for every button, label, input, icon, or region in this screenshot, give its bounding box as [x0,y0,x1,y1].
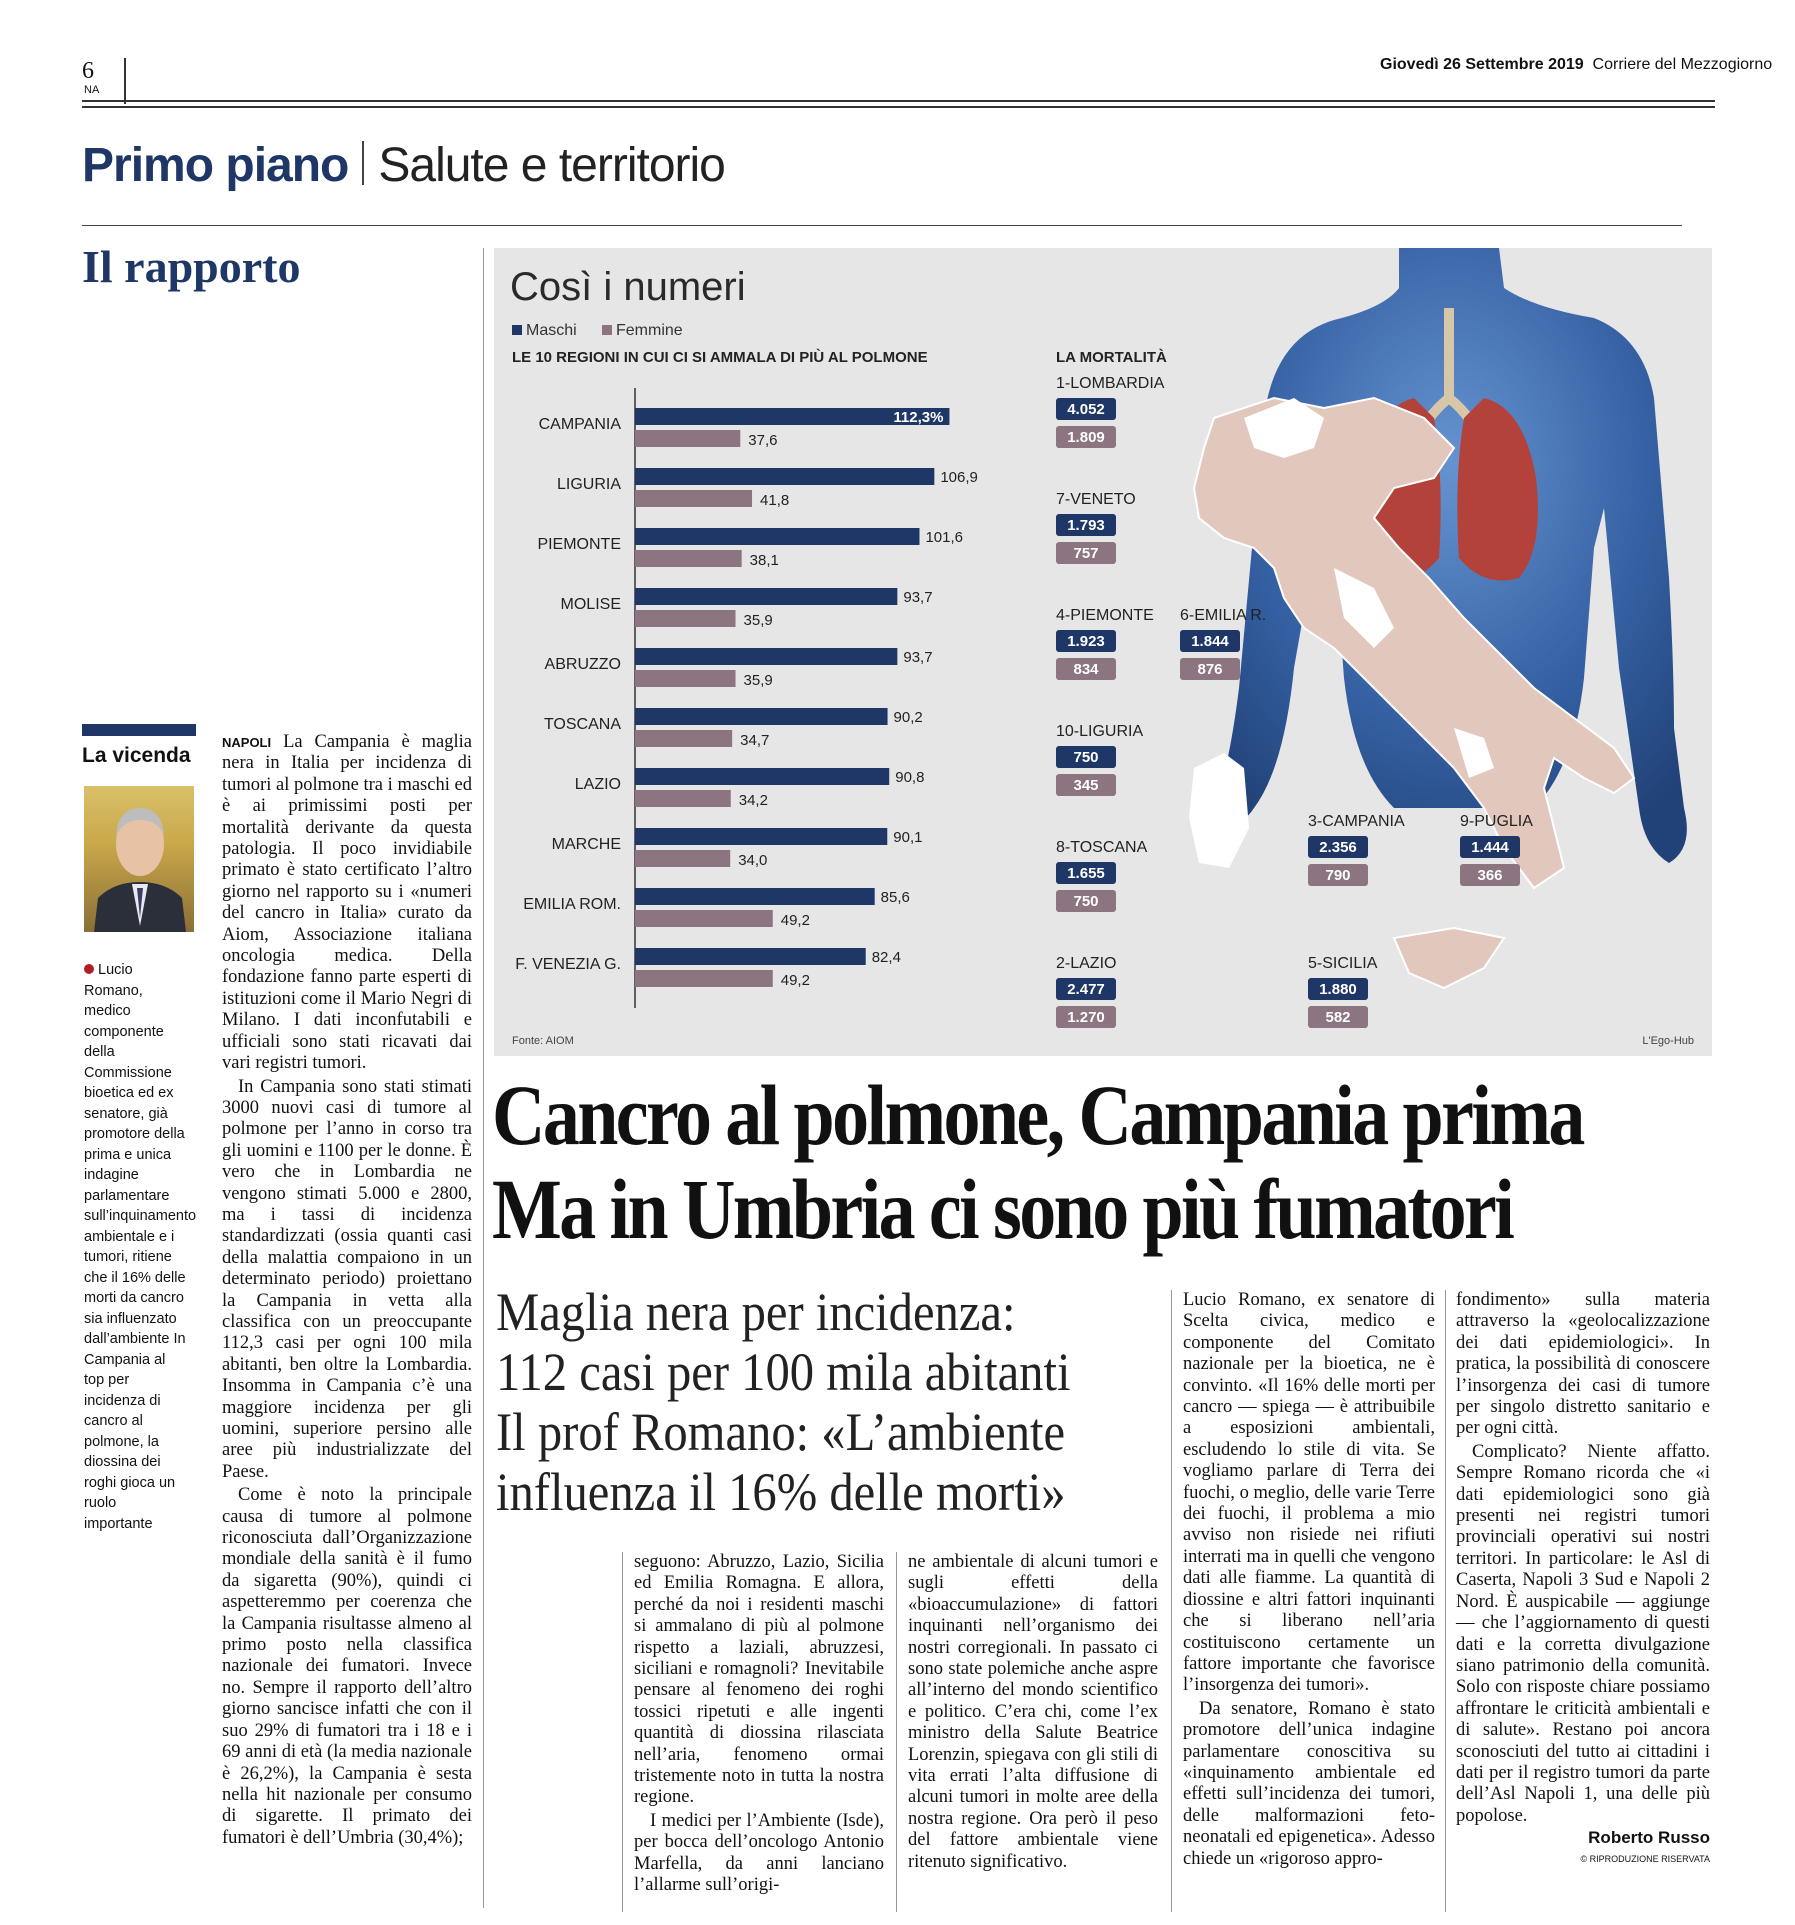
bar-femmine [635,790,731,807]
bar-maschi [635,468,934,485]
subhead-line: Maglia nera per incidenza: [496,1282,1016,1342]
paragraph: La Campania è maglia nera in Italia per incidenza di tumori al polmone tra i maschi ed è ai primissimi posti per mortalità derivante da questa patologia. Il poco invidiabile primato è stato certificato l’altro giorno nel rapporto su i «numeri del cancro in Italia» curato da Aiom, Associazione italiana oncologia medica. Della fondazione fanno parte esperti di istituzioni come il Mario Negri di Milano. I dati inconfutabili e ufficiali sono stati ricavati dai vari registri tumori. [222,732,472,1074]
column-rule-left [483,248,484,1908]
credit-note: L'Ego-Hub [1642,1035,1694,1047]
article-column-5 [1456,1290,1710,1870]
mortality-value-maschi: 1.655 [1067,865,1105,882]
bar-maschi [635,768,889,785]
value-label-femmine: 37,6 [748,432,778,449]
mortality-heading: LA MORTALITÀ [1056,349,1167,366]
subhead-line: influenza il 16% delle morti» [496,1462,1066,1522]
value-label-maschi: 101,6 [925,529,964,546]
sardegna-shape [1189,753,1249,868]
mortality-region-label: 10-LIGURIA [1056,723,1144,740]
mortality-region-label: 5-SICILIA [1308,955,1378,972]
dateline: NAPOLI [222,735,272,750]
value-label-femmine: 35,9 [743,612,773,629]
paragraph: Complicato? Niente affatto. Sempre Romano ricorda che «i dati epidemiologici sono già presenti nei registri tumori provinciali operativi sui nostri territori. In particolare: le Asl di Caserta, Napoli 3 Sud e Napoli 2 Nord. È auspicabile — aggiunge — che l’aggiornamento di questi dati e la corretta divulgazione siano patrimonio della comunità. Solo con risposte chiare possiamo affrontare le criticità ambientali e di salute». Restano poi ancora sconosciuti del tutto ai cittadini i dati per il registro tumori da parte dell’Asl Napoli 1, una delle più popolose. [1456,1441,1710,1826]
article-column-3 [908,1552,1158,1873]
value-label-maschi: 85,6 [880,889,910,906]
subsection-name: Salute e territorio [378,139,725,192]
bar-maschi [635,648,897,665]
category-label: ABRUZZO [544,656,621,673]
infographic-canvas [494,248,1712,1056]
mortality-value-femmine: 834 [1073,661,1099,678]
value-label-maschi: 90,1 [893,829,923,846]
value-label-maschi: 90,2 [893,709,923,726]
section-header [82,138,725,193]
article-column-2 [634,1552,884,1897]
mortality-value-femmine: 1.270 [1067,1009,1105,1026]
paragraph: fondimento» sulla materia attraverso la «geolocalizzazione dei dati epidemiologici». In pratica, la possibilità di conoscere l’insorgenza dei casi di tumore per singolo distretto sanitario e per ogni città. [1456,1290,1710,1439]
paragraph: Lucio Romano, ex senatore di Scelta civica, medico e componente del Comitato nazionale per la bioetica, ne è convinto. «Il 16% delle morti per cancro — spiega — è attribuibile a esposizioni ambientali, escludendo lo stile di vita. Se vogliamo parlare di Terra dei fuochi, o meglio, delle varie Terre dei fuochi, il problema a mio avviso non risiede nei rifiuti interrati ma in quelli che vengono dati alle fiamme. La quantità di diossine e altri fattori inquinanti che si liberano nell’aria costituiscono certamente un fattore importante che favorisce l’insorgenza dei tumori». [1183,1290,1435,1696]
mortality-value-maschi: 2.356 [1319,839,1357,856]
mortality-region-label: 3-CAMPANIA [1308,813,1405,830]
mortality-region-label: 2-LAZIO [1056,955,1117,972]
mortality-value-maschi: 750 [1073,749,1099,766]
column-rule [896,1552,897,1912]
value-label-femmine: 34,2 [738,792,768,809]
issue-date: Giovedì 26 Settembre 2019 [1380,56,1584,73]
value-label-femmine: 38,1 [749,552,779,569]
section-name: Primo piano [82,139,349,192]
bar-maschi [635,948,866,965]
edition-code: NA [84,84,100,96]
sicilia-shape [1394,928,1504,988]
value-label-femmine: 41,8 [760,492,790,509]
section-rule [82,225,1682,226]
bar-femmine [635,970,773,987]
subhead-line: 112 casi per 100 mila abitanti [496,1342,1071,1402]
mortality-value-femmine: 750 [1073,893,1099,910]
bar-maschi [635,708,888,725]
category-label: F. VENEZIA G. [515,956,621,973]
value-label-maschi: 112,3% [893,409,944,426]
category-label: MARCHE [551,836,621,853]
bar-femmine [635,850,730,867]
section-separator [362,141,364,185]
value-label-maschi: 106,9 [940,469,978,486]
bar-chart [515,388,978,1008]
article-column-1 [222,732,472,1849]
bar-maschi [635,588,897,605]
header-double-rule [82,100,1715,108]
mortality-value-maschi: 1.793 [1067,517,1105,534]
value-label-femmine: 34,0 [738,852,768,869]
mortality-value-maschi: 1.880 [1319,981,1357,998]
mortality-value-femmine: 1.809 [1067,429,1105,446]
newspaper-name: Corriere del Mezzogiorno [1592,56,1773,73]
byline: Roberto Russo [1588,1828,1710,1848]
mortality-value-femmine: 366 [1477,867,1503,884]
legend-swatch-maschi [512,325,522,335]
value-label-femmine: 49,2 [780,972,810,989]
mortality-value-maschi: 1.444 [1471,839,1509,856]
bullet-dot-icon [84,964,94,974]
value-label-femmine: 49,2 [780,912,810,929]
infographic-title: Così i numeri [510,265,746,309]
copyright-notice: © RIPRODUZIONE RISERVATA [1580,1853,1710,1864]
bar-femmine [635,430,740,447]
bar-maschi [635,828,887,845]
legend-label: Maschi [526,322,577,339]
mortality-value-maschi: 1.844 [1191,633,1229,650]
category-label: MOLISE [560,596,621,613]
category-label: LAZIO [574,776,621,793]
chart-heading: LE 10 REGIONI IN CUI CI SI AMMALA DI PIÙ AL POLMONE [512,349,928,366]
bar-femmine [635,730,732,747]
mortality-value-maschi: 2.477 [1067,981,1105,998]
mortality-value-femmine: 790 [1325,867,1351,884]
mortality-region-label: 4-PIEMONTE [1056,607,1154,624]
category-label: EMILIA ROM. [523,896,621,913]
column-rule [622,1552,623,1912]
mortality-value-femmine: 757 [1073,545,1099,562]
portrait-photo [84,786,194,932]
header-divider [124,58,126,104]
column-rule [1445,1290,1446,1912]
headline-line-1: Cancro al polmone, Campania prima [492,1067,1583,1163]
category-label: TOSCANA [543,716,621,733]
article-column-4 [1183,1290,1435,1870]
mortality-region-label: 7-VENETO [1056,491,1136,508]
sidebar-title: La vicenda [82,744,191,767]
paragraph: Da senatore, Romano è stato promotore dell’unica indagine parlamentare conoscitiva su «inquinamento ambientale ed effetti sull’incidenza dei tumori, delle malformazioni feto-neonatali ed epigenetica». Adesso chiede un «rigoroso appro- [1183,1698,1435,1869]
value-label-maschi: 90,8 [895,769,925,786]
mortality-value-femmine: 876 [1197,661,1223,678]
mortality-region-label: 9-PUGLIA [1460,813,1533,830]
value-label-maschi: 93,7 [903,589,933,606]
mortality-value-maschi: 1.923 [1067,633,1105,650]
sidebar-text: Lucio Romano, medico componente della Commissione bioetica ed ex senatore, già promotore della prima e unica indagine parlamentare sull’inquinamento ambientale e i tumori, ritiene che il 16% delle morti da cancro sia influenzato dall’ambiente In Campania al top per incidenza di cancro al polmone, la diossina dei roghi gioca un ruolo importante [84,962,197,1532]
value-label-maschi: 82,4 [871,949,901,966]
mortality-region-label: 8-TOSCANA [1056,839,1148,856]
headline-line-2: Ma in Umbria ci sono più fumatori [492,1161,1513,1257]
value-label-femmine: 34,7 [740,732,770,749]
paragraph: seguono: Abruzzo, Lazio, Sicilia ed Emilia Romagna. E allora, perché da noi i residenti maschi si ammalano di più al polmone rispetto a laziali, abruzzesi, siciliani e romagnoli? Inevitabile pensare al fenomeno dei roghi tossici ripetuti e alle ingenti quantità di diossina rilasciata nell’aria, fenomeno ormai tristemente noto in tutta la nostra regione. [634,1552,884,1808]
bar-maschi [635,528,919,545]
category-label: PIEMONTE [537,536,621,553]
headline [492,1067,1583,1257]
page-number: 6 [82,58,94,84]
mortality-region-label: 1-LOMBARDIA [1056,375,1165,392]
paragraph: Come è noto la principale causa di tumore al polmone riconosciuta dall’Organizzazione mondiale della sanità è il fumo da sigaretta (90%), quindi ci aspetteremmo per coerenza che la Campania risultasse almeno al primo posto nella classifica nazionale dei fumatori. Invece no. Sempre il rapporto dell’altro giorno sancisce infatti che con il suo 29% di fumatori tra i 18 e i 69 anni di età (la media nazionale è 26,2%), la Campania è sesta nella hit nazionale per consumo di sigarette. Il primato dei fumatori è dell’Umbria (30,4%); [222,1485,472,1848]
masthead-date-line [1380,56,1772,74]
paragraph: I medici per l’Ambiente (Isde), per bocca dell’oncologo Antonio Marfella, da anni lanciano l’allarme sull’origi- [634,1810,884,1896]
source-note: Fonte: AIOM [512,1035,574,1047]
column-rule [1171,1290,1172,1912]
bar-femmine [635,490,752,507]
category-label: LIGURIA [556,476,621,493]
bar-maschi [635,888,875,905]
sidebar-accent-bar [82,724,196,736]
sidebar-body [84,960,197,1534]
mortality-region-label: 6-EMILIA R. [1180,607,1267,624]
mortality-value-femmine: 345 [1073,777,1099,794]
subheadline [496,1282,1108,1522]
value-label-femmine: 35,9 [743,672,773,689]
subhead-line: Il prof Romano: «L’ambiente [496,1402,1066,1462]
paragraph: ne ambientale di alcuni tumori e sugli effetti della «bioaccumulazione» di fattori inquinanti nell’organismo dei nostri corregionali. In passato ci sono state polemiche anche aspre all’interno del mondo scientifico e politico. C’era chi, come l’ex ministro della Salute Beatrice Lorenzin, spiegava con gli stili di vita errati l’alta diffusione di alcuni tumori in molte aree della nostra regione. Ora però il peso del fattore ambientale viene ritenuto significativo. [908,1552,1158,1872]
value-label-maschi: 93,7 [903,649,933,666]
mortality-value-maschi: 4.052 [1067,401,1105,418]
legend-swatch-femmine [602,325,612,335]
bar-femmine [635,550,742,567]
bar-femmine [635,610,736,627]
mortality-value-femmine: 582 [1325,1009,1351,1026]
bar-femmine [635,670,736,687]
infographic [494,248,1712,1056]
category-label: CAMPANIA [538,416,621,433]
paragraph: In Campania sono stati stimati 3000 nuovi casi di tumore al polmone per l’anno in corso tra gli uomini e 1100 per le donne. È vero che in Lombardia ne vengono stimati 5.000 e 2800, ma i tassi di incidenza standardizzati (ossia quanti casi della malattia compaiono in un determinato periodo) proiettano la Campania in vetta alla classifica con un preoccupante 112,3 casi per ogni 100 mila abitanti, ben oltre la Lombardia. Insomma in Campania c’è una maggiore incidenza per gli uomini, superiore persino alle aree più industrializzate del Paese. [222,1076,472,1482]
legend-label: Femmine [616,322,683,339]
bar-femmine [635,910,773,927]
kicker: Il rapporto [82,241,301,292]
